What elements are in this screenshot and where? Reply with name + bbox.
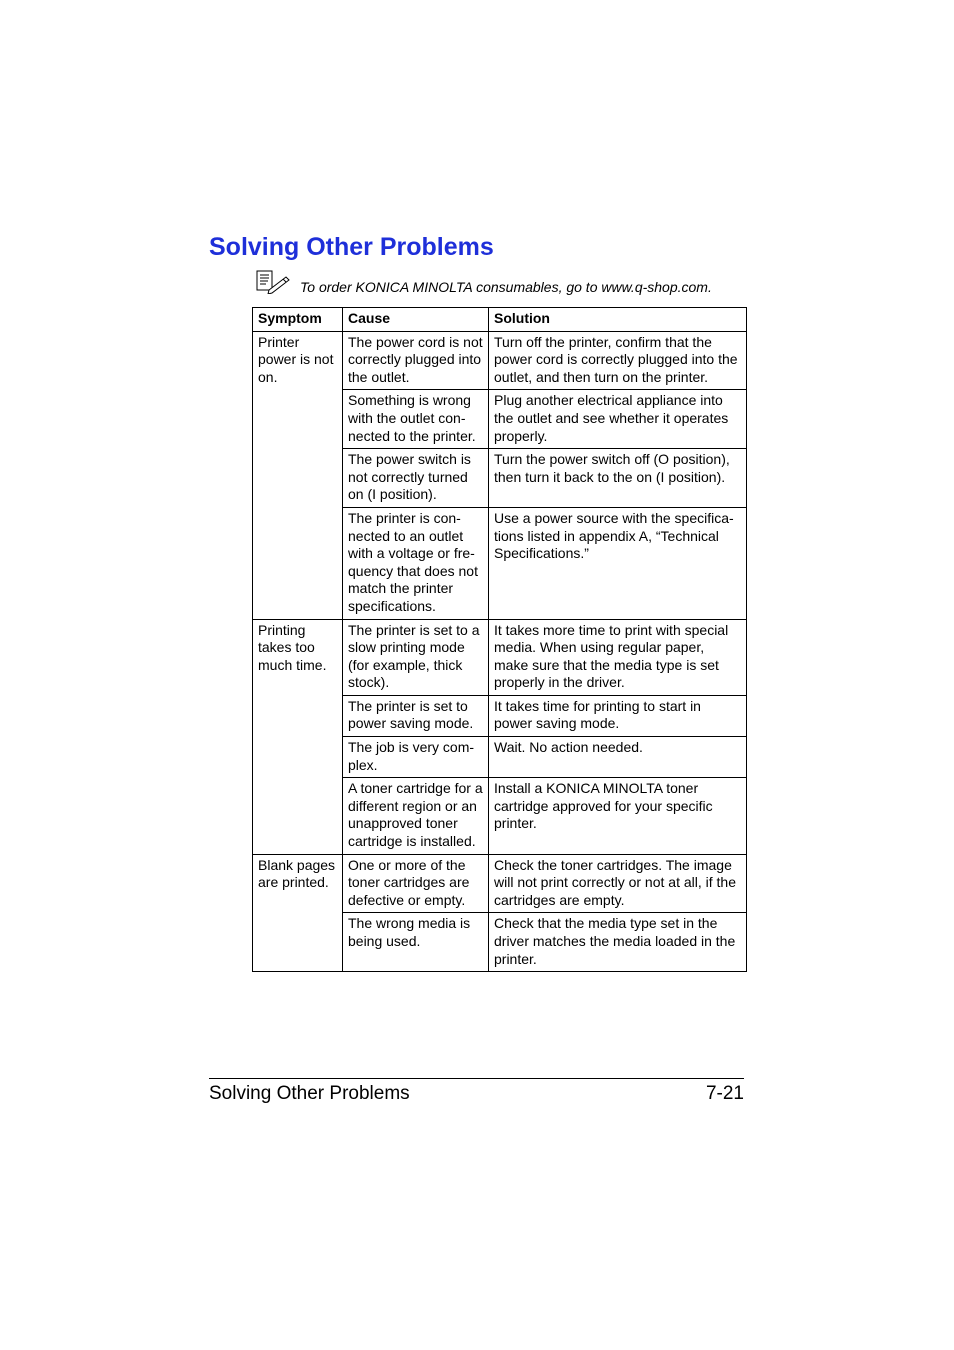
column-header-symptom: Symptom <box>253 308 343 332</box>
column-header-cause: Cause <box>343 308 489 332</box>
table-row <box>253 619 747 695</box>
table-row <box>253 331 747 390</box>
symptom-cell: Printer power is not on. <box>253 331 343 619</box>
solution-cell: Install a KONICA MINOLTA toner cartridge approved for your specific printer. <box>489 778 747 854</box>
cause-cell: The job is very com-plex. <box>343 737 489 778</box>
note-text: To order KONICA MINOLTA consumables, go to www.q-shop.com. <box>300 279 712 295</box>
solution-cell: Turn the power switch off (O position), then turn it back to the on (I position). <box>489 449 747 508</box>
solution-cell: Wait. No action needed. <box>489 737 747 778</box>
footer-section-title: Solving Other Problems <box>209 1083 410 1104</box>
cause-cell: The power cord is not correctly plugged into the outlet. <box>343 331 489 390</box>
solution-cell: Check the toner cartridges. The image will not print correctly or not at all, if the cartridges are empty. <box>489 854 747 913</box>
table-row <box>253 854 747 913</box>
cause-cell: A toner cartridge for a different region or an unapproved toner cartridge is installed. <box>343 778 489 854</box>
cause-cell: The power switch is not correctly turned on (I position). <box>343 449 489 508</box>
solution-cell: Check that the media type set in the driver matches the media loaded in the printer. <box>489 913 747 972</box>
cause-cell: The printer is set to a slow printing mode (for example, thick stock). <box>343 619 489 695</box>
cause-cell: The printer is set to power saving mode. <box>343 695 489 736</box>
footer-page-number: 7-21 <box>705 1083 744 1104</box>
troubleshooting-table <box>252 307 747 972</box>
table-header-row <box>253 308 747 332</box>
footer-divider <box>209 1078 744 1079</box>
note-pencil-icon <box>256 270 290 294</box>
solution-cell: Use a power source with the specifica-tions listed in appendix A, “Technical Specifications.” <box>489 507 747 619</box>
cause-cell: Something is wrong with the outlet con-nected to the printer. <box>343 390 489 449</box>
symptom-cell: Printing takes too much time. <box>253 619 343 854</box>
solution-cell: It takes time for printing to start in power saving mode. <box>489 695 747 736</box>
solution-cell: Plug another electrical appliance into the outlet and see whether it operates properly. <box>489 390 747 449</box>
column-header-solution: Solution <box>489 308 747 332</box>
symptom-cell: Blank pages are printed. <box>253 854 343 972</box>
cause-cell: The wrong media is being used. <box>343 913 489 972</box>
solution-cell: Turn off the printer, confirm that the power cord is correctly plugged into the outlet, and then turn on the printer. <box>489 331 747 390</box>
cause-cell: One or more of the toner cartridges are defective or empty. <box>343 854 489 913</box>
cause-cell: The printer is con-nected to an outlet with a voltage or fre-quency that does not match the printer specifications. <box>343 507 489 619</box>
page-title: Solving Other Problems <box>209 233 494 261</box>
solution-cell: It takes more time to print with special media. When using regular paper, make sure that the media type is set properly in the driver. <box>489 619 747 695</box>
